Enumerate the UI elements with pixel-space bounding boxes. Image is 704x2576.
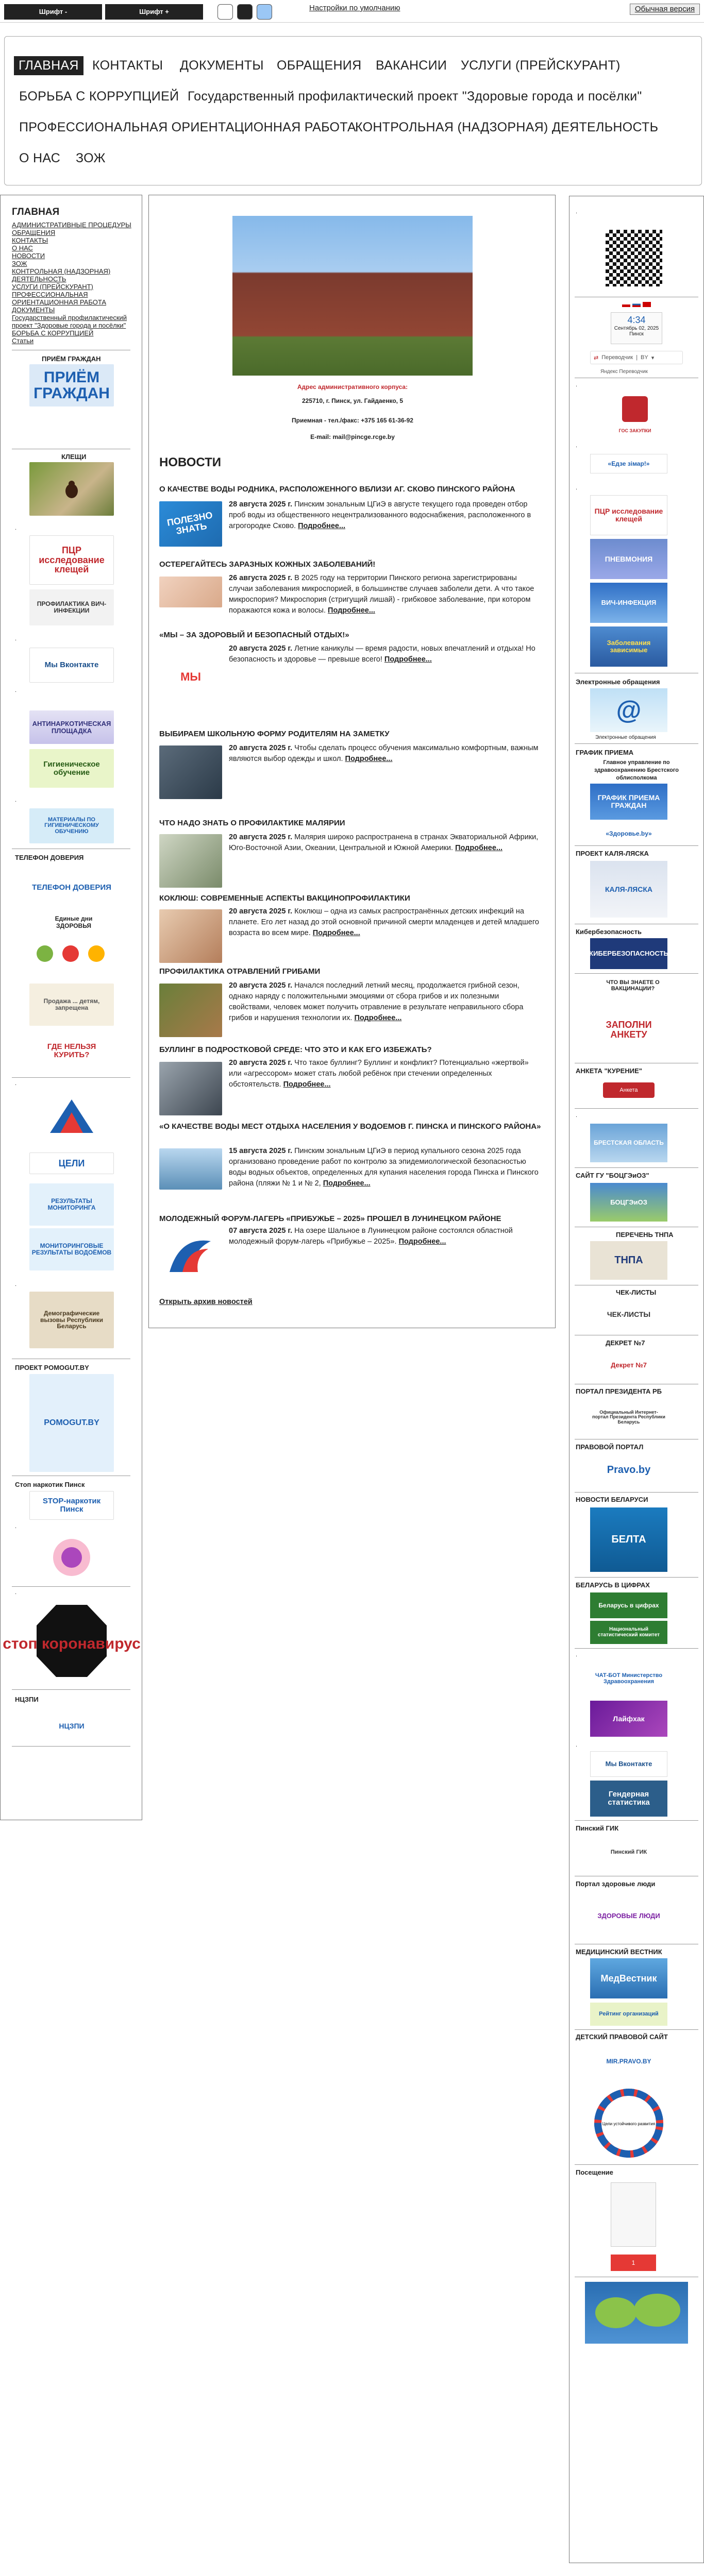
news-archive-link[interactable]: Открыть архив новостей [159, 1298, 253, 1306]
flag-icon [643, 302, 651, 307]
color-scheme-black[interactable] [237, 4, 253, 20]
svg-text:стоп коронавирус: стоп коронавирус [3, 1635, 141, 1652]
divider [575, 1492, 698, 1493]
e-appeals-caption: Электронные обращения [595, 735, 656, 740]
news-image[interactable] [159, 984, 222, 1037]
banner-stop-corona[interactable] [3, 1600, 141, 1682]
accessibility-bar [0, 0, 704, 23]
dot: . [15, 687, 17, 693]
news-text: 26 августа 2025 г. В 2025 году на территории Пинского региона зарегистрированы случаи заболевания микроспорией, в большинстве случаев заболели дети. А что такое микроспория? Микроспория (стригущий лишай) - грибковое заболевание, при котором поражаются кожа и волосы. Подробнее... [229, 574, 534, 615]
visits-counter-widget[interactable] [611, 2182, 656, 2247]
banner-monitoring[interactable]: РЕЗУЛЬТАТЫ МОНИТОРИНГА [29, 1183, 114, 1226]
label-ncpi: НЦЗПИ [15, 1696, 39, 1703]
banner-antidrug[interactable]: АНТИНАРКОТИЧЕСКАЯ ПЛОЩАДКА [29, 710, 114, 744]
banner-ticks[interactable] [29, 462, 114, 516]
banner-chatbot[interactable]: ЧАТ-БОТ Министерство Здравоохранения [590, 1662, 667, 1696]
left-link-articles[interactable]: Статьи [12, 337, 34, 345]
dot: . [15, 1589, 17, 1596]
emblem-icon [29, 1092, 114, 1143]
news-text: 20 августа 2025 г. Что такое буллинг? Буллинг и конфликт? Потенциально «жертвой» или «агрессором» может стать любой ребёнок при стечении определенных обстоятельств. Подробнее... [229, 1059, 529, 1089]
label-cyber: Кибербезопасность [576, 928, 642, 936]
divider [575, 1108, 698, 1109]
banner-hiv[interactable]: ВИЧ-ИНФЕКЦИЯ [590, 583, 667, 623]
banner-hygiene[interactable]: Гигиеническое обучение [29, 749, 114, 788]
dot: . [576, 209, 578, 215]
color-scheme-blue[interactable] [257, 4, 272, 20]
news-image[interactable]: МЫ [159, 646, 222, 708]
normal-version-button[interactable]: Обычная версия [630, 4, 700, 15]
stop-sign-icon [3, 1600, 141, 1682]
dot: . [15, 1523, 17, 1530]
left-link-anticorruption[interactable]: БОРЬБА С КОРРУПЦИЕЙ [12, 329, 94, 337]
dot: . [576, 485, 578, 491]
visits-counter: 1 [611, 2255, 656, 2271]
label-law-portal: ПРАВОВОЙ ПОРТАЛ [576, 1443, 644, 1451]
more-link[interactable]: Подробнее... [283, 1080, 331, 1089]
banner-pcr[interactable]: ПЦР исследование клещей [590, 495, 667, 535]
banner-vk[interactable]: Мы Вконтакте [29, 648, 114, 683]
svg-text:ГОС ЗАКУПКИ: ГОС ЗАКУПКИ [618, 428, 651, 433]
divider [575, 1577, 698, 1578]
news-title[interactable]: ВЫБИРАЕМ ШКОЛЬНУЮ ФОРМУ РОДИТЕЛЯМ НА ЗАМЕТКУ [159, 730, 390, 738]
label-medvestnik: МЕДИЦИНСКИЙ ВЕСТНИК [576, 1948, 662, 1956]
news-image[interactable] [159, 745, 222, 799]
label-priem: ПРИЁМ ГРАЖДАН [42, 355, 101, 363]
banner-edze[interactable]: «Едзе зімар!» [590, 454, 667, 473]
translator-footer: Яндекс Переводчик [600, 369, 648, 375]
banner-brest[interactable]: БРЕСТСКАЯ ОБЛАСТЬ [590, 1124, 667, 1162]
label-site: САЙТ ГУ "БОЦГЭиОЗ" [576, 1172, 649, 1179]
dot: . [576, 1652, 578, 1658]
news-text: 20 августа 2025 г. Начался последний летний месяц, продолжается грибной сезон, однако наряду с положительными эмоциями от сбора грибов и их полезными свойствами, человек может получить отравление в результате неправильного сбора грибов и нарушения технологии их. Подробнее... [229, 981, 524, 1022]
news-heading: НОВОСТИ [159, 455, 222, 469]
banner-president-portal[interactable]: Официальный Интернет-портал Президента Республики Беларусь [590, 1399, 667, 1435]
more-link[interactable]: Подробнее... [328, 606, 375, 615]
label-stop-drugs: Стоп наркотик Пинск [15, 1481, 85, 1488]
dot: . [576, 443, 578, 449]
banner-vk[interactable]: Мы Вконтакте [590, 1751, 667, 1777]
dot: . [576, 1742, 578, 1748]
label-ticks: КЛЕЩИ [61, 453, 87, 461]
news-text: 28 августа 2025 г. Пинским зональным ЦГиЭ в августе текущего года проведен отбор проб воды из общественного нецентрализованного водоснабжения, расположенного в агрогородке Сково. Подробнее... [229, 500, 531, 530]
banner-children[interactable] [29, 1534, 114, 1581]
divider [575, 845, 698, 846]
label-gik: Пинский ГИК [576, 1824, 619, 1832]
label-healthy-people: Портал здоровые люди [576, 1880, 656, 1888]
banner-sales[interactable]: Продажа ... детям, запрещена [29, 984, 114, 1026]
divider [575, 973, 698, 974]
news-image[interactable] [159, 1062, 222, 1115]
news-text: 15 августа 2025 г. Пинским зональным ЦГиЭ в период купального сезона 2025 года организовано проведение работ по контролю за эпидемиологической безопасностью воды водных объектов, определенных для купания населения города Пинска и Пинского района (пляжи № 1 и № 2, Подробнее... [229, 1147, 539, 1188]
label-checklists: ЧЕК-ЛИСТЫ [616, 1289, 657, 1296]
flag-icon [622, 302, 630, 307]
news-text: 20 августа 2025 г. Малярия широко распространена в странах Экваториальной Африки, Юго-Восточной Азии, Океании, Центральной и Южной Америки. Подробнее... [229, 833, 539, 852]
more-link[interactable]: Подробнее... [398, 1238, 446, 1246]
banner-goals[interactable]: ЦЕЛИ [29, 1153, 114, 1174]
banner-ncpi[interactable]: НЦЗПИ [29, 1710, 114, 1742]
divider [12, 1689, 130, 1690]
news-title[interactable]: БУЛЛИНГ В ПОДРОСТКОВОЙ СРЕДЕ: ЧТО ЭТО И КАК ЕГО ИЗБЕЖАТЬ? [159, 1045, 432, 1054]
news-image[interactable] [159, 909, 222, 963]
banner-decree[interactable]: Декрет №7 [590, 1350, 667, 1380]
label-children-law: ДЕТСКИЙ ПРАВОВОЙ САЙТ [576, 2033, 668, 2041]
banner-stop-drugs[interactable]: STOP-наркотик Пинск [29, 1491, 114, 1520]
banner-gender-stats[interactable]: Гендерная статистика [590, 1781, 667, 1817]
left-link-services[interactable]: УСЛУГИ (ПРЕЙСКУРАНТ) [12, 283, 93, 291]
banner-cyber[interactable]: КИБЕРБЕЗОПАСНОСТЬ [590, 938, 667, 969]
banner-demography[interactable]: Демографические вызовы Республики Беларусь [29, 1292, 114, 1348]
news-title[interactable]: КОКЛЮШ: СОВРЕМЕННЫЕ АСПЕКТЫ ВАКЦИНОПРОФИЛАКТИКИ [159, 894, 410, 903]
divider [12, 1077, 130, 1078]
more-link[interactable]: Подробнее... [384, 655, 432, 664]
label-visits: Посещение [576, 2168, 613, 2176]
flag-icon [632, 302, 641, 307]
divider [575, 1167, 698, 1168]
banner-pneumonia[interactable]: ПНЕВМОНИЯ [590, 539, 667, 579]
banner-statistics[interactable]: Национальный статистический комитет [590, 1621, 667, 1644]
schedule-text: Главное управление по здравоохранению Брестского облисполкома [594, 759, 679, 781]
svg-text:Цели устойчивого развития: Цели устойчивого развития [602, 2122, 656, 2126]
banner-figures[interactable]: Беларусь в цифрах [590, 1592, 667, 1618]
banner-pravo[interactable]: Pravo.by [590, 1453, 667, 1487]
address: 225710, г. Пинск, ул. Гайдаенко, 5 [301, 397, 403, 404]
chevron-down-icon: ▾ [651, 354, 655, 361]
more-link[interactable]: Подробнее... [312, 929, 360, 937]
divider [575, 2029, 698, 2030]
world-map-icon [585, 2282, 688, 2344]
nav-zozh[interactable]: ЗОЖ [76, 151, 106, 165]
label-decree: ДЕКРЕТ №7 [606, 1339, 645, 1347]
left-sidebar [0, 195, 142, 1820]
divider [575, 1648, 698, 1649]
banner-tnpa[interactable]: ТНПА [590, 1241, 667, 1280]
left-menu-title: ГЛАВНАЯ [12, 207, 60, 217]
divider [12, 1746, 130, 1747]
more-link[interactable]: Подробнее... [345, 755, 393, 763]
banner-vaccine[interactable]: ЗАПОЛНИ АНКЕТУ [590, 1003, 667, 1057]
label-schedule: ГРАФИК ПРИЕМА [576, 749, 634, 756]
nav-services[interactable]: УСЛУГИ (ПРЕЙСКУРАНТ) [461, 58, 621, 73]
banner-sdg[interactable] [590, 2087, 667, 2159]
label-vaccine: ЧТО ВЫ ЗНАЕТЕ О ВАКЦИНАЦИИ? [606, 979, 660, 992]
reset-settings-link[interactable]: Настройки по умолчанию [309, 4, 400, 12]
building-photo [232, 216, 473, 376]
banner-pcr[interactable]: ПЦР исследование клещей [29, 535, 114, 585]
label-pomogut: ПРОЕКТ POMOGUT.BY [15, 1364, 89, 1371]
banner-priem[interactable]: ПРИЁМ ГРАЖДАН [29, 364, 114, 406]
left-link-career[interactable]: ПРОФЕССИОНАЛЬНАЯ [12, 291, 88, 298]
label-kalyaska: ПРОЕКТ КАЛЯ-ЛЯСКА [576, 850, 649, 857]
children-icon [29, 1534, 114, 1581]
left-link-control-2[interactable]: ДЕЯТЕЛЬНОСТЬ [12, 275, 66, 283]
banner-materials[interactable]: МАТЕРИАЛЫ ПО ГИГИЕНИЧЕСКОМУ ОБУЧЕНИЮ [29, 808, 114, 843]
news-title[interactable]: «О КАЧЕСТВЕ ВОДЫ МЕСТ ОТДЫХА НАСЕЛЕНИЯ У ВОДОЕМОВ Г. ПИНСКА И ПИНСКОГО РАЙОНА» [159, 1122, 541, 1131]
dot: . [15, 525, 17, 531]
banner-smoking[interactable]: ГДЕ НЕЛЬЗЯ КУРИТЬ? [29, 1030, 114, 1072]
news-title[interactable]: «МЫ – ЗА ЗДОРОВЫЙ И БЕЗОПАСНЫЙ ОТДЫХ!» [159, 631, 349, 639]
banner-checklists[interactable]: ЧЕК-ЛИСТЫ [590, 1299, 667, 1330]
nav-home[interactable]: ГЛАВНАЯ [14, 56, 83, 75]
main-navigation [4, 36, 702, 185]
nav-appeals[interactable]: ОБРАЩЕНИЯ [277, 58, 362, 73]
dot: . [576, 382, 578, 388]
news-title[interactable]: О КАЧЕСТВЕ ВОДЫ РОДНИКА, РАСПОЛОЖЕННОГО ВБЛИЗИ АГ. СКОВО ПИНСКОГО РАЙОНА [159, 485, 515, 494]
banner-zdorovie[interactable]: «Здоровье.by» [590, 826, 667, 841]
banner-rating[interactable]: Рейтинг организаций [590, 2003, 667, 2026]
dot: . [15, 797, 17, 803]
more-link[interactable]: Подробнее... [298, 522, 346, 530]
news-image[interactable]: ПОЛЕЗНО ЗНАТЬ [159, 501, 222, 547]
left-link-contacts[interactable]: КОНТАКТЫ [12, 236, 48, 244]
banner-smoking-survey[interactable]: Анкета [590, 1078, 667, 1103]
news-title[interactable]: ПРОФИЛАКТИКА ОТРАВЛЕНИЙ ГРИБАМИ [159, 967, 321, 976]
left-link-project-2[interactable]: проект "Здоровые города и посёлки" [12, 321, 126, 329]
label-smoking-survey: АНКЕТА "КУРЕНИЕ" [576, 1067, 642, 1075]
news-text: 07 августа 2025 г. На озере Шальное в Лунинецком районе состоялся областной молодежный форум-лагерь «Прибужье – 2025». Подробнее... [229, 1227, 513, 1246]
translate-icon: ⇄ [594, 354, 599, 361]
banner-health-days[interactable] [29, 933, 114, 975]
banner-hotline[interactable]: ТЕЛЕФОН ДОВЕРИЯ [29, 864, 114, 911]
left-link-procedures[interactable]: АДМИНИСТРАТИВНЫЕ ПРОЦЕДУРЫ [12, 221, 131, 229]
left-link-about[interactable]: О НАС [12, 244, 33, 252]
left-link-appeals[interactable]: ОБРАЩЕНИЯ [12, 229, 56, 236]
dot: . [15, 636, 17, 642]
news-image[interactable] [159, 1226, 222, 1279]
nav-about[interactable]: О НАС [19, 151, 61, 165]
news-title[interactable]: ОСТЕРЕГАЙТЕСЬ ЗАРАЗНЫХ КОЖНЫХ ЗАБОЛЕВАНИЙ! [159, 560, 376, 569]
label-tnpa: ПЕРЕЧЕНЬ ТНПА [616, 1231, 674, 1239]
banner-children-law[interactable]: MIR.PRAVO.BY [590, 2043, 667, 2079]
translator-widget[interactable]: ⇄ Переводчик | BY ▾ [590, 351, 683, 364]
banner-emblem[interactable] [29, 1092, 114, 1143]
banner-hiv[interactable]: ПРОФИЛАКТИКА ВИЧ-ИНФЕКЦИИ [29, 589, 114, 625]
news-text: 20 августа 2025 г. Летние каникулы — время радости, новых впечатлений и отдыха! Но безопасность и здоровье — превыше всего! Подробнее... [229, 645, 535, 664]
divider [575, 2164, 698, 2165]
left-link-career-2[interactable]: ОРИЕНТАЦИОННАЯ РАБОТА [12, 298, 107, 306]
news-image[interactable] [159, 577, 222, 607]
banner-site[interactable]: БОЦГЭиОЗ [590, 1183, 667, 1222]
banner-healthy-people[interactable]: ЗДОРОВЫЕ ЛЮДИ [590, 1891, 667, 1940]
nav-anticorruption[interactable]: БОРЬБА С КОРРУПЦИЕЙ [19, 89, 179, 104]
nav-career[interactable]: ПРОФЕССИОНАЛЬНАЯ ОРИЕНТАЦИОННАЯ РАБОТА [19, 120, 356, 134]
nav-documents[interactable]: ДОКУМЕНТЫ [180, 58, 264, 73]
label-news-belarus: НОВОСТИ БЕЛАРУСИ [576, 1496, 648, 1503]
banner-gik[interactable]: Пинский ГИК [590, 1835, 667, 1871]
left-link-documents[interactable]: ДОКУМЕНТЫ [12, 306, 55, 314]
dot: . [576, 1112, 578, 1118]
nav-contacts[interactable]: КОНТАКТЫ [92, 58, 163, 73]
left-link-news[interactable]: НОВОСТИ [12, 252, 45, 260]
nav-vacancies[interactable]: ВАКАНСИИ [376, 58, 447, 73]
font-decrease-button[interactable]: Шрифт - [4, 4, 102, 20]
clock-widget: 4:34 Сентябрь 02, 2025 Пинск [611, 312, 662, 344]
banner-kalyaska[interactable]: КАЛЯ-ЛЯСКА [590, 861, 667, 918]
news-image[interactable] [159, 834, 222, 888]
banner-purple[interactable]: Лайфхак [590, 1701, 667, 1737]
more-link[interactable]: Подробнее... [354, 1014, 402, 1022]
banner-belta[interactable]: БЕЛТА [590, 1507, 667, 1572]
health-days-icon [29, 933, 114, 975]
nav-healthy-cities[interactable]: Государственный профилактический проект "Здоровые города и посёлки" [188, 89, 642, 104]
email: E-mail: mail@pincge.rcge.by [310, 433, 395, 440]
phone: Приемная - тел./факс: +375 165 61-36-92 [292, 417, 413, 424]
banner-schedule[interactable]: ГРАФИК ПРИЕМА ГРАЖДАН [590, 784, 667, 820]
forum-logo-icon [159, 1226, 222, 1279]
divider [575, 743, 698, 744]
label-president-portal: ПОРТАЛ ПРЕЗИДЕНТА РБ [576, 1387, 662, 1395]
label-figures: БЕЛАРУСЬ В ЦИФРАХ [576, 1581, 650, 1589]
more-link[interactable]: Подробнее... [323, 1179, 371, 1188]
news-title[interactable]: МОЛОДЕЖНЫЙ ФОРУМ-ЛАГЕРЬ «ПРИБУЖЬЕ – 2025» ПРОШЕЛ В ЛУНИНЕЦКОМ РАЙОНЕ [159, 1214, 501, 1223]
divider [12, 1586, 130, 1587]
font-increase-button[interactable]: Шрифт + [105, 4, 203, 20]
color-scheme-white[interactable] [217, 4, 233, 20]
label-e-appeals: Электронные обращения [576, 678, 660, 686]
left-link-project[interactable]: Государственный профилактический [12, 314, 127, 321]
dot: . [15, 1080, 17, 1087]
sdg-wheel-icon [590, 2087, 667, 2159]
qr-code[interactable] [606, 230, 662, 286]
left-link-zozh[interactable]: ЗОЖ [12, 260, 27, 267]
left-link-control[interactable]: КОНТРОЛЬНАЯ (НАДЗОРНАЯ) [12, 267, 111, 275]
divider [575, 1820, 698, 1821]
banner-medvestnik[interactable]: МедВестник [590, 1958, 667, 1998]
news-text: 20 августа 2025 г. Чтобы сделать процесс обучения максимально комфортным, важным являются выбор одежды и школ. Подробнее... [229, 744, 539, 763]
label-health-days: Единые дни ЗДОРОВЬЯ [55, 915, 93, 929]
dot: . [15, 1281, 17, 1287]
banner-e-appeals[interactable]: @ [590, 688, 667, 732]
right-sidebar [569, 196, 704, 2563]
language-flags[interactable] [622, 302, 651, 307]
banner-pomogut[interactable]: POMOGUT.BY [29, 1374, 114, 1472]
address-label: Адрес административного корпуса: [297, 383, 408, 391]
nav-control[interactable]: КОНТРОЛЬНАЯ (НАДЗОРНАЯ) ДЕЯТЕЛЬНОСТЬ [355, 120, 659, 134]
goszakupki-icon [615, 392, 655, 438]
banner-goszakupki[interactable] [615, 392, 655, 438]
tick-icon [56, 473, 87, 504]
more-link[interactable]: Подробнее... [455, 844, 502, 852]
banner-prevention[interactable]: Заболевания зависимые [590, 626, 667, 667]
world-map-widget[interactable] [585, 2282, 688, 2344]
label-hotline: ТЕЛЕФОН ДОВЕРИЯ [15, 854, 84, 861]
news-text: 20 августа 2025 г. Коклюш – одна из самых распространённых детских инфекций на планете. Его лет назад до этой основной причиной смерти младенцев и детей младшего возраста во всем мире. Подробнее... [229, 907, 539, 937]
main-content [148, 195, 556, 1328]
banner-monitoring-2[interactable]: МОНИТОРИНГОВЫЕ РЕЗУЛЬТАТЫ ВОДОЁМОВ [29, 1228, 114, 1270]
news-title[interactable]: ЧТО НАДО ЗНАТЬ О ПРОФИЛАКТИКЕ МАЛЯРИИ [159, 819, 345, 827]
news-image[interactable] [159, 1148, 222, 1190]
